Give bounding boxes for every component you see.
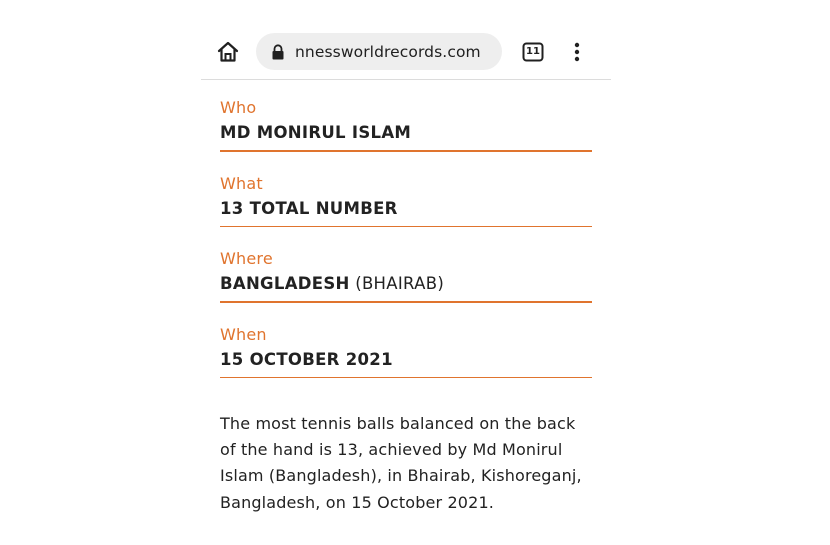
field-label: When xyxy=(220,324,267,344)
browser-toolbar xyxy=(201,0,611,80)
more-vert-icon[interactable] xyxy=(570,41,584,63)
record-details xyxy=(220,94,592,512)
divider xyxy=(220,226,592,228)
field-value-detail: (BHAIRAB) xyxy=(349,274,445,293)
record-description: The most tennis balls balanced on the back of the hand is 13, achieved by Md Monirul Islam (Bangladesh), in Bhairab, Kishoreganj, Bangladesh, on 15 October 2021. xyxy=(220,414,582,512)
tabs-button[interactable] xyxy=(522,41,544,63)
field-label: Where xyxy=(220,249,273,268)
field-what xyxy=(220,170,592,246)
divider xyxy=(220,377,592,379)
tab-count: 11 xyxy=(526,46,540,57)
field-value: 15 OCTOBER 2021 xyxy=(220,349,393,369)
lock-icon xyxy=(271,44,285,60)
divider xyxy=(220,301,592,303)
url-bar[interactable] xyxy=(256,33,502,70)
field-label: Who xyxy=(220,98,257,117)
field-value: 13 TOTAL NUMBER xyxy=(220,198,398,218)
field-where xyxy=(220,245,592,321)
field-value: MD MONIRUL ISLAM xyxy=(220,123,412,142)
divider xyxy=(220,150,592,152)
url-text[interactable]: nnessworldrecords.com xyxy=(295,42,481,61)
field-label: What xyxy=(220,173,263,193)
field-who xyxy=(220,94,592,170)
field-value: BANGLADESH (BHAIRAB) xyxy=(220,274,445,293)
mobile-browser-viewport xyxy=(201,0,611,545)
field-when xyxy=(220,321,592,397)
home-icon[interactable] xyxy=(215,39,241,65)
